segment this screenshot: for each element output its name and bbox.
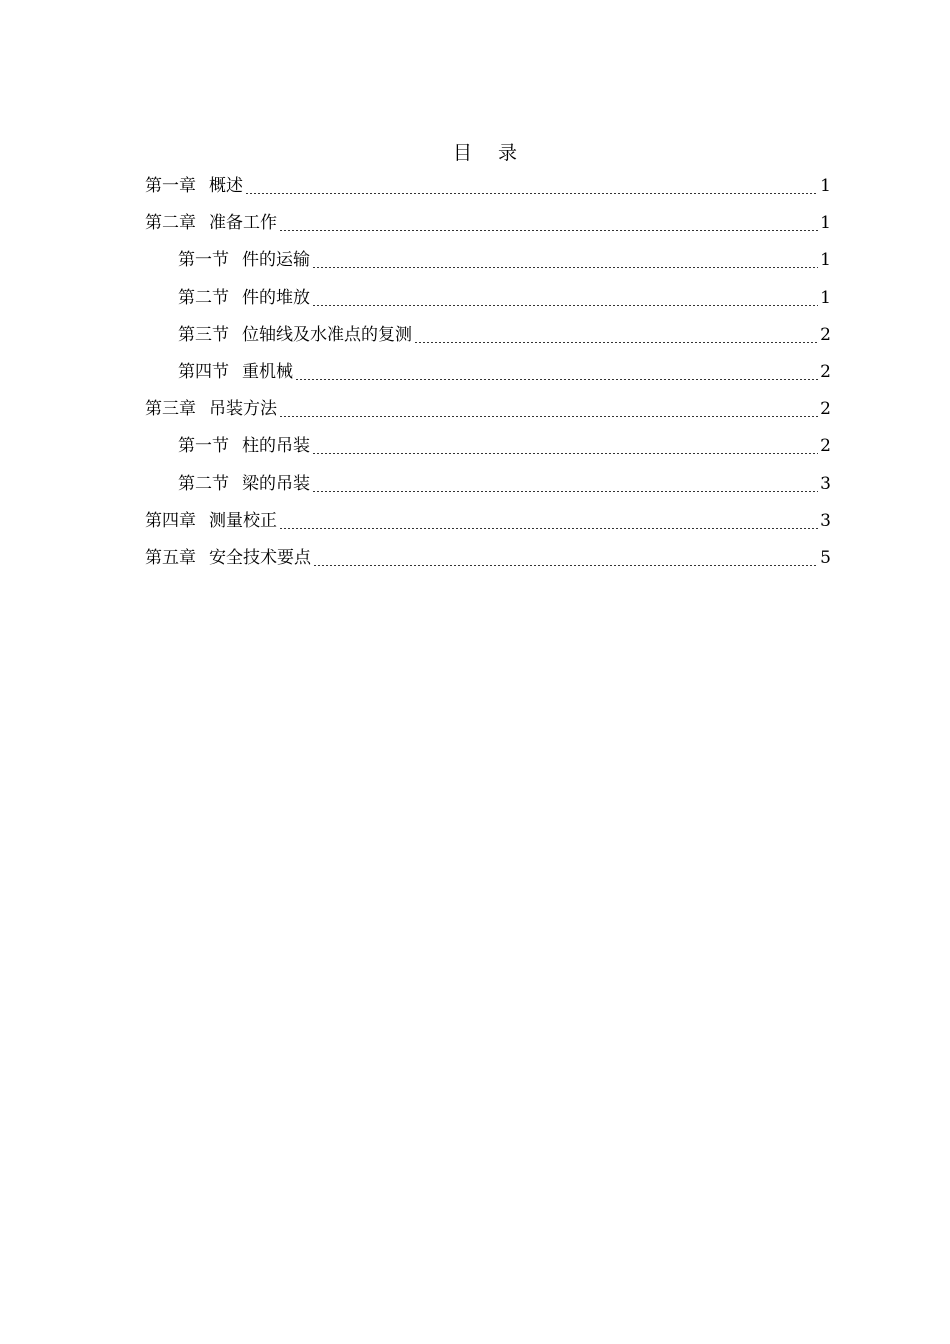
toc-entry[interactable] [145,466,831,503]
toc-entry-number: 第一节 [178,436,229,457]
toc-entry-page-number: 3 [820,473,831,494]
toc-entry[interactable] [145,317,831,354]
toc-entry-number: 第四章 [145,510,196,531]
toc-entry-title: 概述 [209,176,243,197]
toc-entry-title: 重机械 [242,362,293,383]
toc-dot-leader [279,230,818,231]
toc-entry-page-number: 1 [820,250,831,271]
toc-entry-title: 梁的吊装 [242,473,310,494]
toc-dot-leader [279,416,818,417]
toc-entry-page-number: 3 [820,510,831,531]
toc-entry-number: 第一节 [178,250,229,271]
toc-entry-page-number: 2 [820,436,831,457]
toc-entry[interactable] [145,242,831,279]
toc-entry-number: 第四节 [178,362,229,383]
toc-entry-number: 第一章 [145,176,196,197]
toc-dot-leader [279,528,818,529]
toc-entry-page-number: 1 [820,213,831,234]
toc-entry-title: 件的运输 [242,250,310,271]
toc-dot-leader [312,453,818,454]
toc-entry-title: 件的堆放 [242,287,310,308]
toc-entry[interactable] [145,205,831,242]
toc-entry-title: 测量校正 [209,510,277,531]
toc-entry-page-number: 5 [820,547,831,568]
toc-entry-page-number: 1 [820,176,831,197]
toc-list [145,168,831,577]
toc-entry[interactable] [145,168,831,205]
toc-entry-number: 第二章 [145,213,196,234]
toc-dot-leader [312,491,818,492]
toc-dot-leader [312,267,818,268]
toc-entry-number: 第三章 [145,399,196,420]
toc-dot-leader [414,342,818,343]
toc-title: 目 录 [452,142,528,164]
toc-dot-leader [295,379,818,380]
toc-entry-page-number: 2 [820,399,831,420]
toc-entry[interactable] [145,540,831,577]
toc-dot-leader [313,565,818,566]
toc-entry[interactable] [145,280,831,317]
toc-entry-title: 准备工作 [209,213,277,234]
toc-entry-title: 安全技术要点 [209,547,311,568]
toc-entry-title: 柱的吊装 [242,436,310,457]
toc-entry-title: 位轴线及水准点的复测 [242,324,412,345]
toc-entry[interactable] [145,503,831,540]
toc-dot-leader [312,305,818,306]
toc-entry[interactable] [145,428,831,465]
toc-entry-page-number: 2 [820,362,831,383]
toc-entry-number: 第二节 [178,473,229,494]
toc-entry-title: 吊装方法 [209,399,277,420]
toc-entry[interactable] [145,354,831,391]
toc-entry-page-number: 2 [820,324,831,345]
toc-entry-page-number: 1 [820,287,831,308]
toc-entry-number: 第三节 [178,324,229,345]
toc-dot-leader [245,193,818,194]
toc-entry[interactable] [145,391,831,428]
toc-entry-number: 第五章 [145,547,196,568]
toc-entry-number: 第二节 [178,287,229,308]
